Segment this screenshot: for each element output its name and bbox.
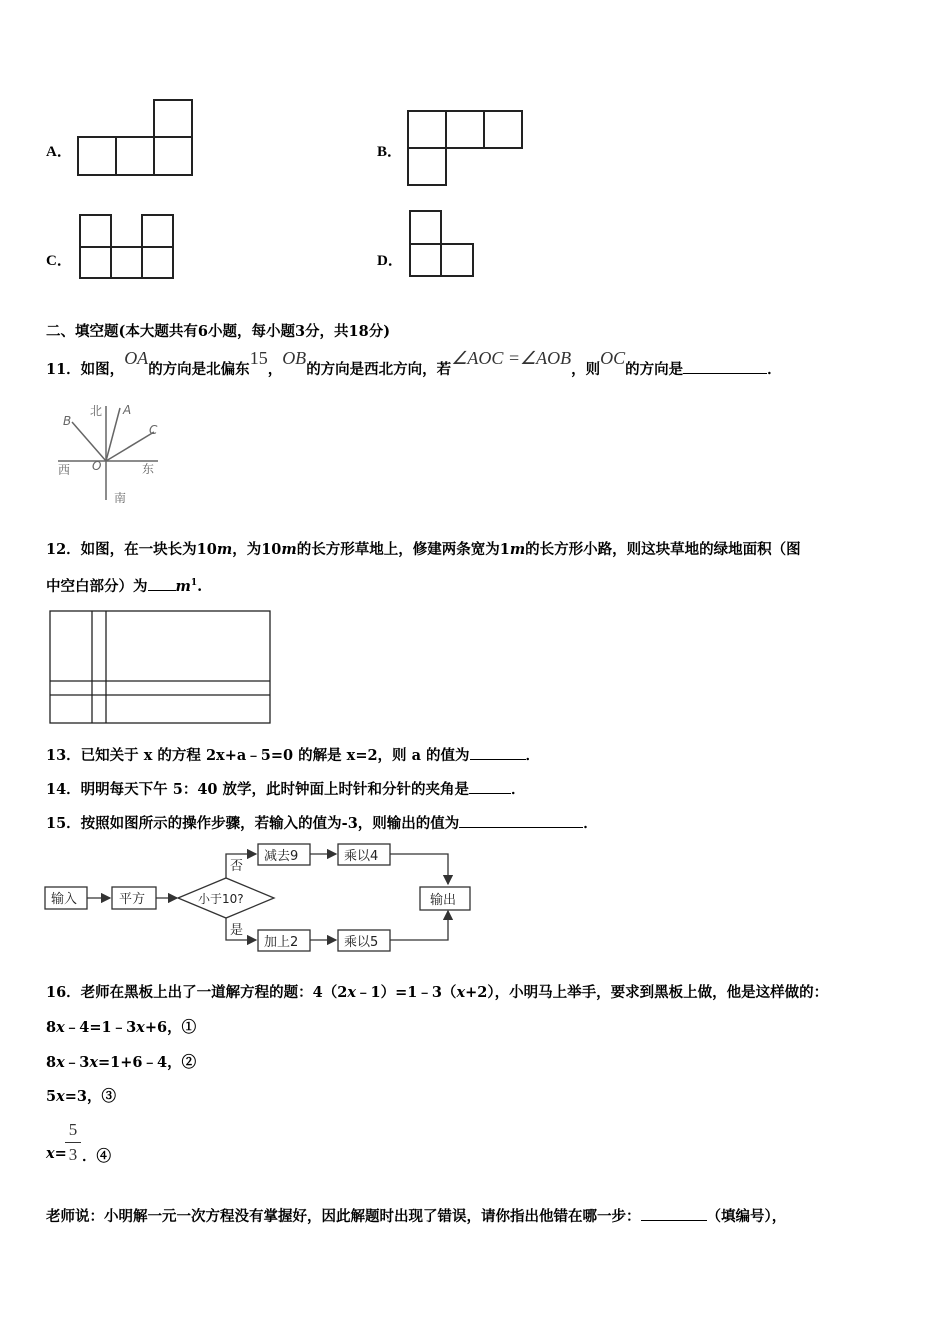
q16-step-1 — [46, 1016, 196, 1037]
section-heading: 二、填空题(本大题共有6小题，每小题3分，共18分) — [46, 323, 391, 340]
q15-flowchart — [40, 840, 480, 960]
q11-compass-figure — [50, 398, 170, 508]
option-c-figure — [72, 210, 182, 285]
option-b-label: B． — [377, 144, 403, 160]
question-12-line-1 — [46, 538, 801, 559]
q15-end: ． — [583, 815, 598, 832]
q11-fig-east: 东 — [142, 462, 155, 476]
q16-fraction-bar — [65, 1142, 81, 1143]
q13-answer-blank[interactable] — [470, 745, 526, 760]
question-16 — [46, 981, 828, 1002]
q16-teacher-end: （填编号）， — [706, 1208, 787, 1225]
q11-oa: OA — [124, 348, 149, 368]
q11-text-1: 的方向是北偏东 — [148, 361, 250, 378]
flow-add2-label: 加上2 — [264, 935, 299, 950]
q16-teacher-remark — [46, 1205, 786, 1226]
q15-text: 15．按照如图所示的操作步骤，若输入的值为-3，则输出的值为 — [46, 815, 460, 832]
q11-text-2: 的方向是西北方向，若 — [306, 361, 452, 378]
q16-step4-end: ．④ — [82, 1148, 111, 1165]
q11-fig-b: B — [63, 414, 72, 428]
q16-step4-eq: = — [54, 1145, 67, 1162]
q13-end: ． — [525, 747, 541, 764]
q16-intro-b: ﹣1）=1﹣3（ — [356, 984, 457, 1001]
flow-output-label: 输出 — [430, 893, 457, 908]
flow-square-label: 平方 — [119, 892, 146, 907]
q12-lawn-figure — [48, 608, 274, 726]
q16-var-2: x — [456, 984, 466, 1001]
q16-fraction-numerator: 5 — [68, 1120, 78, 1139]
question-11 — [46, 348, 782, 379]
q12-text-b: ，为10 — [232, 541, 282, 558]
q11-fig-c: C — [149, 423, 158, 437]
q16-step2-b: ﹣3 — [64, 1054, 90, 1071]
q16-step1-b: ﹣4=1﹣3 — [64, 1019, 137, 1036]
q11-ob: OB — [282, 348, 307, 368]
q11-fig-west: 西 — [58, 463, 71, 477]
question-12-line-2 — [46, 575, 202, 596]
q11-comma: ， — [267, 361, 283, 378]
option-d-label: D． — [377, 253, 403, 269]
q11-fig-a: A — [123, 403, 132, 417]
flow-mul4-label: 乘以4 — [344, 849, 379, 864]
q16-step1-var-2: x — [136, 1019, 145, 1036]
option-c-label: C． — [46, 253, 72, 269]
q12-answer-blank[interactable] — [148, 576, 176, 591]
q12-text-e: 中空白部分）为 — [46, 578, 148, 595]
q12-superscript: 1 — [190, 578, 198, 589]
q12-area-unit: m — [175, 578, 191, 595]
q16-step3-var: x — [56, 1088, 65, 1105]
question-14 — [46, 778, 526, 799]
flow-decision-label: 小于10? — [198, 892, 244, 906]
q11-answer-blank[interactable] — [683, 359, 767, 374]
q16-intro-c: +2），小明马上举手，要求到黑板上做，他是这样做的： — [465, 984, 829, 1001]
flow-input-label: 输入 — [51, 892, 78, 907]
q16-step1-a: 8 — [46, 1019, 57, 1036]
q11-number: 11．如图， — [46, 361, 125, 378]
question-13 — [46, 744, 540, 765]
q11-text-3: ，则 — [571, 361, 601, 378]
q16-step2-a: 8 — [46, 1054, 57, 1071]
flow-yes-label: 是 — [230, 923, 244, 938]
q11-fig-o: O — [92, 459, 102, 473]
q11-oc: OC — [600, 348, 626, 368]
q12-end: . — [197, 578, 203, 595]
q16-step-2 — [46, 1051, 196, 1072]
q11-text-4: 的方向是 — [625, 361, 684, 378]
q16-intro-a: 16．老师在黑板上出了一道解方程的题：4（2 — [46, 984, 348, 1001]
q11-fig-north: 北 — [90, 404, 103, 418]
option-b-figure — [400, 105, 535, 190]
q14-end: ． — [511, 781, 526, 798]
option-a-figure — [70, 95, 200, 185]
q11-degree: 15 — [249, 348, 268, 368]
q16-step2-var-2: x — [89, 1054, 98, 1071]
q16-step3-b: =3，③ — [64, 1088, 116, 1105]
q12-text-c: 的长方形草地上，修建两条宽为1 — [296, 541, 510, 558]
q16-step3-a: 5 — [46, 1088, 57, 1105]
flow-no-label: 否 — [230, 859, 244, 874]
flow-mul5-label: 乘以5 — [344, 935, 379, 950]
q11-end: ． — [767, 361, 782, 378]
q16-step2-var-1: x — [56, 1054, 65, 1071]
flow-sub9-label: 减去9 — [264, 849, 299, 864]
q16-step1-var-1: x — [56, 1019, 65, 1036]
q16-answer-blank[interactable] — [641, 1206, 707, 1221]
question-15 — [46, 812, 598, 833]
q16-step4-var: x — [46, 1145, 55, 1162]
q16-step-3 — [46, 1085, 116, 1106]
q14-answer-blank[interactable] — [469, 779, 511, 794]
q12-unit-3: m — [509, 541, 526, 558]
q16-step2-c: =1+6﹣4，② — [98, 1054, 197, 1071]
q16-teacher-text: 老师说：小明解一元一次方程没有掌握好，因此解题时出现了错误，请你指出他错在哪一步： — [46, 1208, 641, 1225]
q11-fig-south: 南 — [114, 491, 127, 505]
q12-text-a: 12．如图，在一块长为10 — [46, 541, 217, 558]
q12-unit-2: m — [281, 541, 297, 558]
q13-text: 13．已知关于 x 的方程 2x+a﹣5=0 的解是 x=2，则 a 的值为 — [46, 747, 470, 764]
q11-angle-equation: ∠AOC =∠AOB — [451, 348, 572, 368]
q15-answer-blank[interactable] — [459, 813, 583, 828]
q12-text-d: 的长方形小路，则这块草地的绿地面积（图 — [525, 541, 801, 558]
q16-step-4 — [46, 1145, 67, 1162]
q14-text: 14．明明每天下午 5：40 放学，此时钟面上时针和分针的夹角是 — [46, 781, 470, 798]
option-d-figure — [402, 205, 482, 285]
q16-var-1: x — [347, 984, 357, 1001]
q16-fraction-denominator: 3 — [68, 1145, 78, 1164]
q16-step1-c: +6，① — [144, 1019, 197, 1036]
option-a-label: A． — [46, 144, 72, 160]
q12-unit-1: m — [216, 541, 233, 558]
